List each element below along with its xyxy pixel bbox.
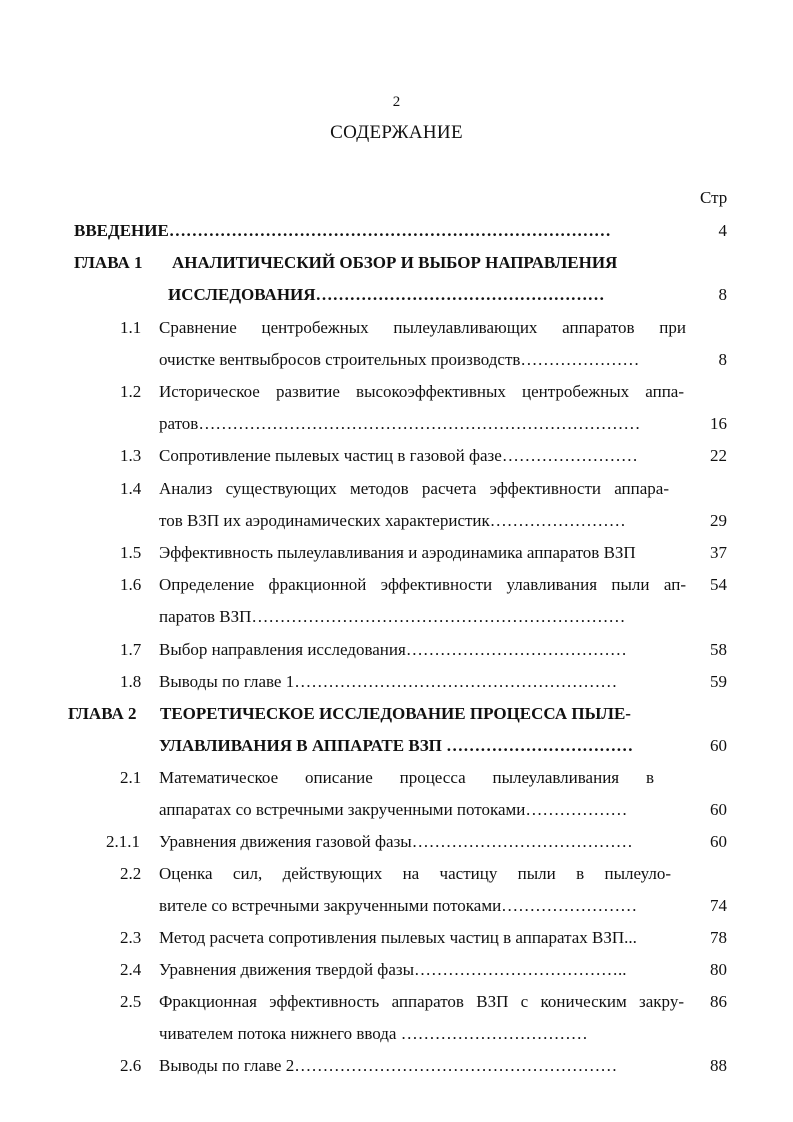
section-number: 2.4 [120, 960, 142, 979]
section-title: Сравнение центробежных пылеулавливающих аппаратов при [159, 318, 686, 337]
toc-page-number: 4 [718, 221, 727, 240]
toc-section-2-1-cont[interactable] [0, 798, 793, 822]
section-title: Уравнения движения газовой фазы………………………………… [159, 832, 633, 851]
toc-page-number: 16 [710, 414, 727, 433]
section-title: Выбор направления исследования………………………………… [159, 640, 627, 659]
toc-chapter-1[interactable] [0, 251, 793, 275]
section-number: 1.1 [120, 318, 142, 337]
toc-section-2-1-1[interactable] [0, 830, 793, 854]
toc-section-1-1[interactable] [0, 316, 793, 340]
section-number: 1.5 [120, 543, 142, 562]
section-number: 1.4 [120, 479, 142, 498]
toc-entry-intro[interactable] [0, 219, 793, 243]
section-number: 2.6 [120, 1056, 142, 1075]
toc-section-2-5-cont[interactable] [0, 1022, 793, 1046]
section-title: Метод расчета сопротивления пылевых частиц в аппаратах ВЗП... [159, 928, 637, 947]
section-title: Анализ существующих методов расчета эффективности аппара- [159, 479, 669, 498]
section-title-cont: тов ВЗП их аэродинамических характеристик…………………… [159, 511, 626, 530]
section-title-cont: чивателем потока нижнего ввода …………………………… [159, 1024, 588, 1043]
toc-section-1-8[interactable] [0, 670, 793, 694]
toc-section-2-3[interactable] [0, 926, 793, 950]
toc-section-1-6-cont[interactable] [0, 605, 793, 629]
toc-section-2-1[interactable] [0, 766, 793, 790]
toc-page-number: 8 [718, 350, 727, 369]
page-column-label: Стр [700, 188, 728, 207]
section-title: Историческое развитие высокоэффективных центробежных аппа- [159, 382, 684, 401]
section-title: Выводы по главе 2………………………………………………… [159, 1056, 618, 1075]
section-title-cont: аппаратах со встречными закрученными потоками……………… [159, 800, 628, 819]
toc-chapter-2[interactable] [0, 702, 793, 726]
toc-chapter-1-cont[interactable] [0, 283, 793, 307]
toc-section-2-4[interactable] [0, 958, 793, 982]
section-number: 1.2 [120, 382, 142, 401]
toc-chapter-2-cont[interactable] [0, 734, 793, 758]
chapter-number: ГЛАВА 1 [74, 253, 143, 272]
toc-page-number: 29 [710, 511, 727, 530]
toc-page-number: 58 [710, 640, 727, 659]
toc-section-1-7[interactable] [0, 638, 793, 662]
section-title: Оценка сил, действующих на частицу пыли в пылеуло- [159, 864, 671, 883]
chapter-number: ГЛАВА 2 [68, 704, 137, 723]
toc-page-number: 86 [710, 992, 727, 1011]
chapter-title-cont: УЛАВЛИВАНИЯ В АППАРАТЕ ВЗП …………………………… [159, 736, 634, 755]
section-number: 1.7 [120, 640, 142, 659]
section-title-cont: паратов ВЗП………………………………………………………… [159, 607, 626, 626]
page-title: СОДЕРЖАНИЕ [330, 122, 463, 143]
toc-section-1-4[interactable] [0, 477, 793, 501]
section-title-cont: вителе со встречными закрученными потоками…………………… [159, 896, 638, 915]
toc-section-1-3[interactable] [0, 444, 793, 468]
toc-page-number: 60 [710, 736, 727, 755]
toc-section-1-2-cont[interactable] [0, 412, 793, 436]
toc-section-1-1-cont[interactable] [0, 348, 793, 372]
toc-entry-text: ВВЕДЕНИЕ…………………………………………………………………… [74, 221, 611, 240]
section-title: Эффективность пылеулавливания и аэродинамика аппаратов ВЗП [159, 543, 636, 562]
section-title: Фракционная эффективность аппаратов ВЗП с коническим закру- [159, 992, 684, 1011]
toc-page-number: 80 [710, 960, 727, 979]
toc-section-1-4-cont[interactable] [0, 509, 793, 533]
toc-page-number: 78 [710, 928, 727, 947]
section-number: 2.3 [120, 928, 142, 947]
section-title-cont: очистке вентвыбросов строительных производств………………… [159, 350, 640, 369]
toc-section-2-6[interactable] [0, 1054, 793, 1078]
section-number: 2.2 [120, 864, 142, 883]
section-title: Выводы по главе 1………………………………………………… [159, 672, 618, 691]
section-number: 1.8 [120, 672, 142, 691]
section-title: Определение фракционной эффективности улавливания пыли ап- [159, 575, 686, 594]
chapter-title-cont: ИССЛЕДОВАНИЯ…………………………………………… [168, 285, 605, 304]
section-title: Уравнения движения твердой фазы……………………………….. [159, 960, 627, 979]
toc-page-number: 60 [710, 800, 727, 819]
section-number: 2.5 [120, 992, 142, 1011]
section-number: 2.1.1 [106, 832, 140, 851]
section-number: 1.6 [120, 575, 142, 594]
section-title: Сопротивление пылевых частиц в газовой фазе…………………… [159, 446, 638, 465]
toc-page-number: 22 [710, 446, 727, 465]
toc-section-2-2[interactable] [0, 862, 793, 886]
chapter-title: ТЕОРЕТИЧЕСКОЕ ИССЛЕДОВАНИЕ ПРОЦЕССА ПЫЛЕ- [160, 704, 631, 723]
toc-page-number: 88 [710, 1056, 727, 1075]
toc-page-number: 59 [710, 672, 727, 691]
toc-page-number: 8 [718, 285, 727, 304]
toc-page-number: 37 [710, 543, 727, 562]
toc-page-number: 60 [710, 832, 727, 851]
section-title: Математическое описание процесса пылеулавливания в [159, 768, 654, 787]
chapter-title: АНАЛИТИЧЕСКИЙ ОБЗОР И ВЫБОР НАПРАВЛЕНИЯ [172, 253, 618, 272]
toc-section-1-6[interactable] [0, 573, 793, 597]
toc-section-2-2-cont[interactable] [0, 894, 793, 918]
section-number: 1.3 [120, 446, 142, 465]
toc-section-1-5[interactable] [0, 541, 793, 565]
section-title-cont: ратов…………………………………………………………………… [159, 414, 641, 433]
toc-page-number: 74 [710, 896, 727, 915]
page-number: 2 [392, 94, 401, 110]
toc-section-1-2[interactable] [0, 380, 793, 404]
toc-section-2-5[interactable] [0, 990, 793, 1014]
toc-page-number: 54 [710, 575, 727, 594]
section-number: 2.1 [120, 768, 142, 787]
